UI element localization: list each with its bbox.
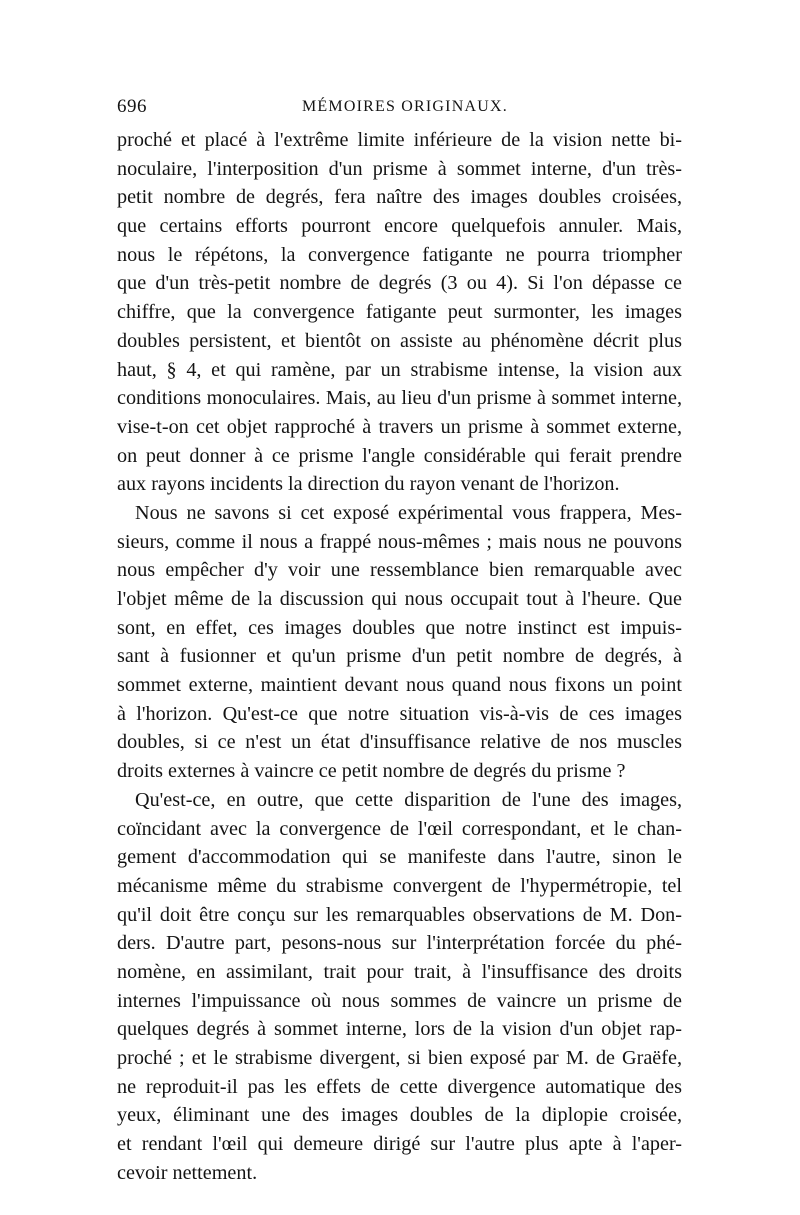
- text-line: sommet externe, maintient devant nous quand nous fixons un point: [117, 674, 682, 697]
- text-line: nomène, en assimilant, trait pour trait, à l'insuffisance des droits: [117, 960, 682, 983]
- text-line: proché et placé à l'extrême limite inférieure de la vision nette bi-: [117, 129, 682, 151]
- text-line: que certains efforts pourront encore quelquefois annuler. Mais,: [117, 215, 682, 238]
- text-line: doubles persistent, et bientôt on assiste au phénomène décrit plus: [117, 329, 682, 352]
- paragraph-end-line: cevoir nettement.: [117, 1161, 258, 1184]
- text-line: conditions monoculaires. Mais, au lieu d'un prisme à sommet interne,: [117, 387, 682, 410]
- paragraph-end-line: aux rayons incidents la direction du rayon venant de l'horizon.: [117, 473, 620, 496]
- text-line: doubles, si ce n'est un état d'insuffisance relative de nos muscles: [117, 731, 682, 754]
- text-line: haut, § 4, et qui ramène, par un strabisme intense, la vision aux: [117, 358, 682, 381]
- text-line: et rendant l'œil qui demeure dirigé sur l'autre plus apte à l'aper-: [117, 1133, 682, 1156]
- text-line: chiffre, que la convergence fatigante peut surmonter, les images: [117, 301, 682, 324]
- paragraph-start-line: Nous ne savons si cet exposé expérimental vous frappera, Mes-: [135, 501, 682, 524]
- text-line: vise-t-on cet objet rapproché à travers un prisme à sommet externe,: [117, 415, 682, 438]
- text-line: internes l'impuissance où nous sommes de vaincre un prisme de: [117, 989, 682, 1012]
- text-line: à l'horizon. Qu'est-ce que notre situation vis-à-vis de ces images: [117, 702, 682, 725]
- text-line: noculaire, l'interposition d'un prisme à sommet interne, d'un très-: [117, 157, 682, 180]
- text-line: sieurs, comme il nous a frappé nous-mêmes ; mais nous ne pouvons: [117, 530, 682, 553]
- text-line: sant à fusionner et qu'un prisme d'un petit nombre de degrés, à: [117, 645, 682, 668]
- text-line: coïncidant avec la convergence de l'œil correspondant, et le chan-: [117, 817, 682, 840]
- paragraph-end-line: droits externes à vaincre ce petit nombre de degrés du prisme ?: [117, 760, 626, 783]
- page-number: 696: [117, 96, 147, 117]
- text-line: mécanisme même du strabisme convergent de l'hypermétropie, tel: [117, 874, 682, 897]
- text-line: nous le répétons, la convergence fatigante ne pourra triompher: [117, 243, 682, 266]
- text-line: petit nombre de degrés, fera naître des images doubles croisées,: [117, 186, 682, 209]
- page-header: [117, 96, 682, 126]
- text-line: yeux, éliminant une des images doubles de la diplopie croisée,: [117, 1104, 682, 1127]
- text-line: gement d'accommodation qui se manifeste dans l'autre, sinon le: [117, 846, 682, 869]
- text-line: ders. D'autre part, pesons-nous sur l'interprétation forcée du phé-: [117, 932, 682, 955]
- text-line: proché ; et le strabisme divergent, si bien exposé par M. de Graëfe,: [117, 1047, 682, 1069]
- text-line: sont, en effet, ces images doubles que notre instinct est impuis-: [117, 616, 682, 639]
- text-line: ne reproduit-il pas les effets de cette divergence automatique des: [117, 1075, 682, 1098]
- paragraph-start-line: Qu'est-ce, en outre, que cette disparition de l'une des images,: [135, 788, 682, 811]
- text-line: l'objet même de la discussion qui nous occupait tout à l'heure. Que: [117, 588, 682, 610]
- body-text: [117, 126, 682, 1187]
- running-title: MÉMOIRES ORIGINAUX.: [302, 98, 508, 115]
- text-line: qu'il doit être conçu sur les remarquables observations de M. Don-: [117, 903, 682, 926]
- text-line: quelques degrés à sommet interne, lors de la vision d'un objet rap-: [117, 1018, 682, 1041]
- text-line: nous empêcher d'y voir une ressemblance bien remarquable avec: [117, 559, 682, 582]
- text-line: que d'un très-petit nombre de degrés (3 ou 4). Si l'on dépasse ce: [117, 272, 682, 295]
- text-line: on peut donner à ce prisme l'angle considérable qui ferait prendre: [117, 444, 682, 467]
